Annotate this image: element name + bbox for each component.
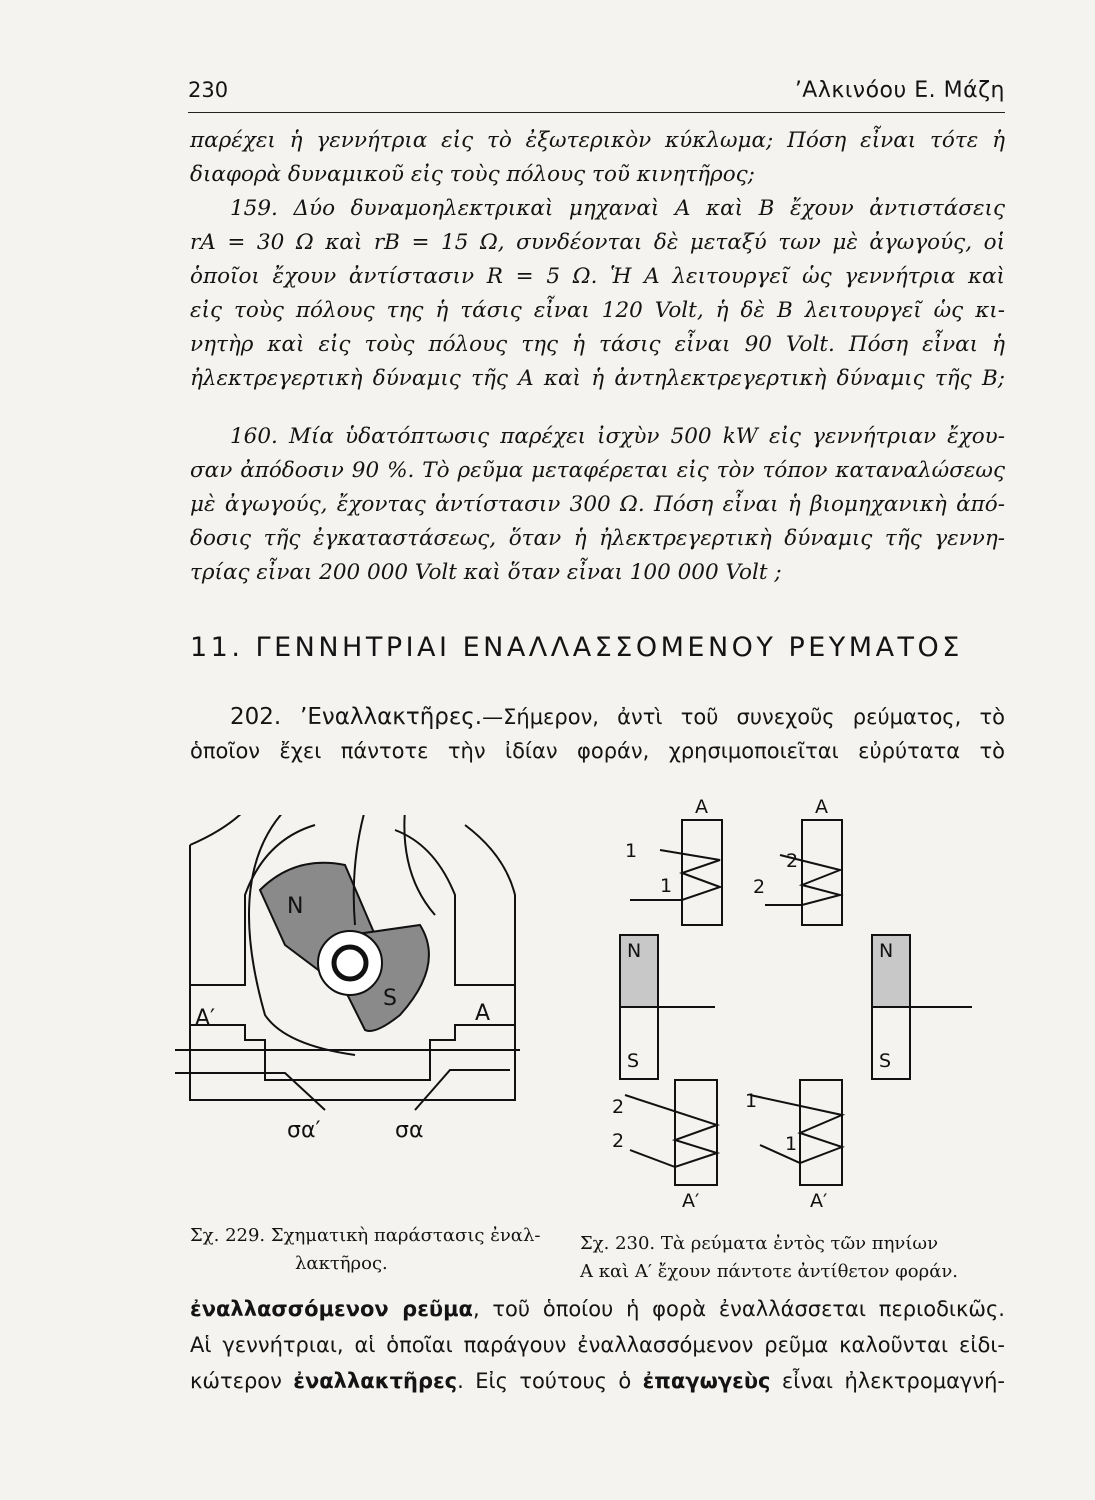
- brush-left-label: σα′: [287, 1118, 321, 1143]
- paragraph-202-line: [190, 700, 1005, 734]
- coil-winding: [630, 850, 720, 900]
- wire-label: 1: [660, 875, 673, 897]
- wire-label: 2: [753, 876, 766, 898]
- lead-wire-left: [175, 1073, 325, 1110]
- paragraph-line: Αἱ γεννήτριαι, αἱ ὁποῖαι παράγουν ἐναλλασσόμενον ρεῦμα καλοῦνται εἰδι-: [190, 1333, 1005, 1357]
- paragraph-202-heading: 202. ’Εναλλακτῆρες.: [230, 704, 483, 730]
- wire-label: 2: [612, 1130, 625, 1152]
- text-line: διαφορὰ δυναμικοῦ εἰς τοὺς πόλους τοῦ κινητῆρος;: [190, 162, 755, 187]
- section-heading: 11. ΓΕΝΝΗΤΡΙΑΙ ΕΝΑΛΛΑΣΣΟΜΕΝΟΥ ΡΕΥΜΑΤΟΣ: [190, 632, 963, 663]
- coil-label: A′: [682, 1190, 700, 1212]
- magnet-north-label: N: [879, 940, 894, 962]
- wire-label: 2: [786, 850, 799, 872]
- rotor: [260, 863, 429, 1031]
- caption-line: Σχ. 230. Τὰ ρεύματα ἐντὸς τῶν πηνίων: [580, 1233, 939, 1254]
- magnet-south-label: S: [879, 1050, 892, 1072]
- wire-label: 2: [612, 1096, 625, 1118]
- problem-159-line: εἰς τοὺς πόλους της ἡ τάσις εἶναι 120 Volt, ἡ δὲ Β λειτουργεῖ ὡς κι-: [190, 298, 1005, 323]
- problem-160-line: δοσις τῆς ἐγκαταστάσεως, ὅταν ἡ ἠλεκτρεγερτικὴ δύναμις τῆς γεννη-: [190, 526, 1005, 551]
- caption-line: Σχ. 229. Σχηματικὴ παράστασις ἐναλ-: [190, 1225, 541, 1246]
- paragraph-text: . Εἰς τούτους ὁ: [457, 1369, 643, 1393]
- field-line: [404, 815, 435, 915]
- term-alternating-current: ἐναλλασσόμενον ρεῦμα: [190, 1297, 473, 1321]
- coil-label: A′: [810, 1190, 828, 1212]
- figure-230-coil-currents-diagram: [600, 795, 1010, 1215]
- south-pole-label: S: [383, 986, 397, 1011]
- problem-160-line: τρίας εἶναι 200 000 Volt καὶ ὅταν εἶναι 100 000 Volt ;: [190, 560, 782, 585]
- caption-line: Α καὶ Α′ ἔχουν πάντοτε ἀντίθετον φοράν.: [580, 1261, 959, 1282]
- figure-230-caption: [580, 1230, 958, 1286]
- coil-frame: [800, 1080, 842, 1185]
- problem-160-line: μὲ ἀγωγούς, ἔχοντας ἀντίστασιν 300 Ω. Πόση εἶναι ἡ βιομηχανικὴ ἀπό-: [190, 492, 1005, 517]
- term-inductor: ἐπαγωγεὺς: [642, 1369, 771, 1393]
- brush-right-label: σα: [395, 1118, 424, 1143]
- paragraph-line: [190, 1364, 1005, 1398]
- problem-160-line: σαν ἀπόδοσιν 90 %. Τὸ ρεῦμα μεταφέρεται εἰς τὸν τόπον καταναλώσεως: [190, 458, 1005, 483]
- coil-label: A: [815, 796, 828, 818]
- north-pole-label: N: [287, 894, 304, 919]
- coil-label: A: [695, 796, 708, 818]
- wire-label: 1: [785, 1133, 798, 1155]
- figure-229-alternator-diagram: [165, 815, 535, 1195]
- term-alternators: ἐναλλακτῆρες: [293, 1369, 458, 1393]
- terminal-right-label: A: [475, 1001, 491, 1026]
- wire-label: 1: [745, 1090, 758, 1112]
- paragraph-text: κώτερον: [190, 1369, 294, 1393]
- paragraph-text: —Σήμερον, ἀντὶ τοῦ συνεχοῦς ρεύματος, τὸ: [482, 705, 1005, 729]
- magnet-north-label: N: [627, 940, 642, 962]
- page-number: 230: [188, 78, 229, 102]
- problem-159-line: νητὴρ καὶ εἰς τοὺς πόλους της ἡ τάσις εἶναι 90 Volt. Πόση εἶναι ἡ: [190, 332, 1005, 357]
- armature-core: [190, 1025, 515, 1080]
- problem-159-line: 159. Δύο δυναμοηλεκτρικαὶ μηχαναὶ Α καὶ Β ἔχουν ἀντιστάσεις: [230, 196, 1005, 221]
- problem-159-line: ὁποῖοι ἔχουν ἀντίστασιν R = 5 Ω. Ἡ Α λειτουργεῖ ὡς γεννήτρια καὶ: [190, 264, 1005, 289]
- page-header: [188, 70, 1005, 113]
- figure-229-caption: [190, 1222, 540, 1278]
- caption-line: λακτῆρος.: [295, 1253, 388, 1274]
- magnet-south-label: S: [627, 1050, 640, 1072]
- text-line: παρέχει ἡ γεννήτρια εἰς τὸ ἐξωτερικὸν κύκλωμα; Πόση εἶναι τότε ἡ: [190, 128, 1005, 153]
- coil-winding: [625, 1095, 717, 1167]
- paragraph-text: , τοῦ ὁποίου ἡ φορὰ ἐναλλάσσεται περιοδικῶς.: [472, 1297, 1005, 1321]
- problem-160-line: 160. Μία ὑδατόπτωσις παρέχει ἰσχὺν 500 kW εἰς γεννήτριαν ἔχου-: [230, 424, 1005, 449]
- field-line: [190, 815, 245, 845]
- running-title: ’Αλκινόου Ε. Μάζη: [794, 78, 1005, 103]
- paragraph-text: εἶναι ἠλεκτρομαγνή-: [770, 1369, 1005, 1393]
- problem-159-line: ἠλεκτρεγερτικὴ δύναμις τῆς Α καὶ ἡ ἀντηλεκτρεγερτικὴ δύναμις τῆς Β;: [190, 366, 1005, 391]
- problem-159-line: rA = 30 Ω καὶ rB = 15 Ω, συνδέονται δὲ μεταξύ των μὲ ἀγωγούς, οἱ: [190, 230, 1005, 255]
- paragraph-202-line: ὁποῖον ἔχει πάντοτε τὴν ἰδίαν φοράν, χρησιμοποιεῖται εὐρύτατα τὸ: [190, 739, 1005, 763]
- wire-label: 1: [625, 840, 638, 862]
- paragraph-line: [190, 1292, 1005, 1326]
- coil-frame: [682, 820, 722, 925]
- terminal-left-label: A′: [195, 1006, 216, 1031]
